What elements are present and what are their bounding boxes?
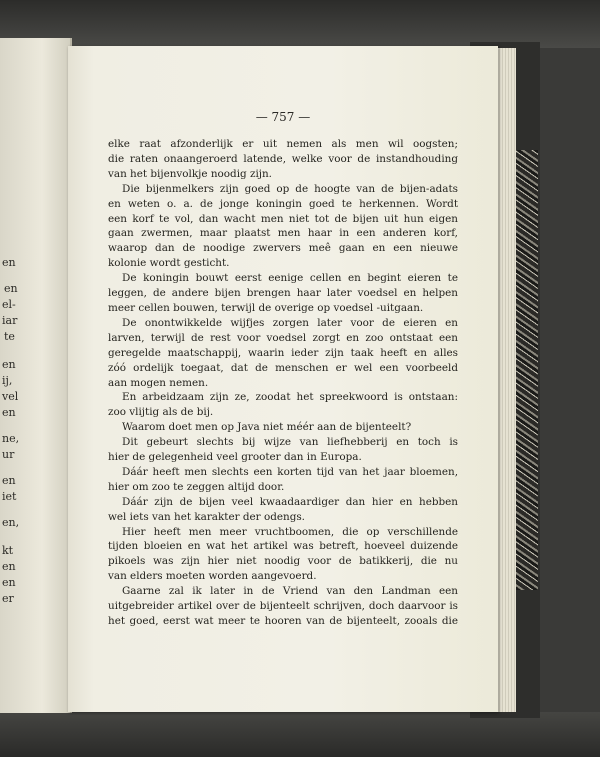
left-fragment: en: [2, 256, 16, 269]
text-line: Dit gebeurt slechts bij wijze van liefhebberij en toch is: [122, 436, 458, 449]
text-line: pikoels was zijn hier niet noodig voor de batikkerij, die nu: [108, 555, 458, 568]
text-line: gaan zwermen, maar plaatst men haar in een anderen korf,: [108, 227, 458, 240]
background-top: [0, 0, 600, 48]
left-fragment: er: [2, 592, 14, 605]
text-line: uitgebreider artikel over de bijenteelt schrijven, doch daarvoor is: [108, 600, 458, 613]
text-line: en weten o. a. de jonge koningin goed te herkennen. Wordt: [108, 197, 458, 210]
left-fragment: en: [4, 282, 18, 295]
text-line: hier de gelegenheid veel grooter dan in Europa.: [108, 451, 362, 464]
marbled-cover: [516, 150, 538, 590]
left-fragment: en: [2, 560, 16, 573]
left-fragment: en: [2, 474, 16, 487]
left-fragment: vel: [2, 390, 19, 403]
text-line: En arbeidzaam zijn ze, zoodat het spreekwoord is ontstaan:: [122, 391, 458, 404]
text-line: zoo vlijtig als de bij.: [108, 406, 214, 419]
text-line: kolonie wordt gesticht.: [108, 257, 230, 270]
text-line: hier om zoo te zeggen altijd door.: [108, 480, 285, 493]
background-bottom: [0, 712, 600, 757]
left-fragment: kt: [2, 544, 14, 557]
text-line: Hier heeft men meer vruchtboomen, die op verschillende: [122, 525, 458, 538]
text-line: geregelde maatschappij, waarin ieder zijn taak heeft en alles: [108, 346, 458, 359]
text-line: van elders moeten worden aangevoerd.: [108, 570, 317, 583]
left-fragment: ne,: [2, 432, 20, 445]
text-line: Dáár heeft men slechts een korten tijd van het jaar bloemen,: [122, 465, 458, 478]
left-fragment: en: [2, 358, 16, 371]
text-line: van het bijenvolkje noodig zijn.: [108, 167, 272, 180]
text-line: Gaarne zal ik later in de Vriend van den Landman een: [122, 585, 458, 598]
left-fragment: te: [4, 330, 15, 343]
left-fragment: iet: [2, 490, 17, 503]
text-line: leggen, de andere bijen brengen haar later voedsel en helpen: [108, 287, 458, 300]
left-fragment: el-: [2, 298, 16, 311]
left-page-edge: [0, 38, 72, 713]
left-fragment: en,: [2, 516, 20, 529]
left-fragment: ij,: [2, 374, 13, 387]
left-fragment: en: [2, 406, 16, 419]
right-page: [68, 46, 498, 712]
left-fragment: iar: [2, 314, 18, 327]
text-line: een korf te vol, dan wacht men niet tot de bijen uit hun eigen: [108, 212, 458, 225]
left-fragment: en: [2, 576, 16, 589]
text-line: Dáár zijn de bijen veel kwaadaardiger dan hier en hebben: [122, 495, 458, 508]
text-line: larven, terwijl de rest voor voedsel zorgt en zoo ontstaat een: [108, 331, 458, 344]
text-line: tijden bloeien en wat het artikel was betreft, hoeveel duizende: [108, 540, 458, 553]
text-line: Waarom doet men op Java niet méér aan de bijenteelt?: [122, 421, 412, 434]
text-line: De koningin bouwt eerst eenige cellen en begint eieren te: [122, 272, 458, 285]
page-number: — 757 —: [255, 110, 311, 124]
text-line: wel iets van het karakter der odengs.: [108, 510, 305, 523]
left-fragment: ur: [2, 448, 15, 461]
text-line: zóó ordelijk toegaat, dat de menschen er wel een voorbeeld: [108, 361, 458, 374]
text-line: aan mogen nemen.: [108, 376, 209, 389]
page-body-text: [108, 137, 458, 629]
text-line: De onontwikkelde wijfjes zorgen later voor de eieren en: [122, 316, 458, 329]
text-line: Die bijenmelkers zijn goed op de hoogte van de bijen-adats: [122, 182, 458, 195]
text-line: het goed, eerst wat meer te hooren van de bijenteelt, zooals die: [108, 615, 458, 627]
text-line: waarop dan de noodige zwervers meê gaan en een nieuwe: [108, 242, 458, 255]
text-line: die raten onaangeroerd latende, welke voor de instandhouding: [108, 152, 458, 165]
text-line: elke raat afzonderlijk er uit nemen als men wil oogsten;: [108, 138, 458, 150]
text-line: meer cellen bouwen, terwijl de overige op voedsel -uitgaan.: [108, 301, 424, 314]
